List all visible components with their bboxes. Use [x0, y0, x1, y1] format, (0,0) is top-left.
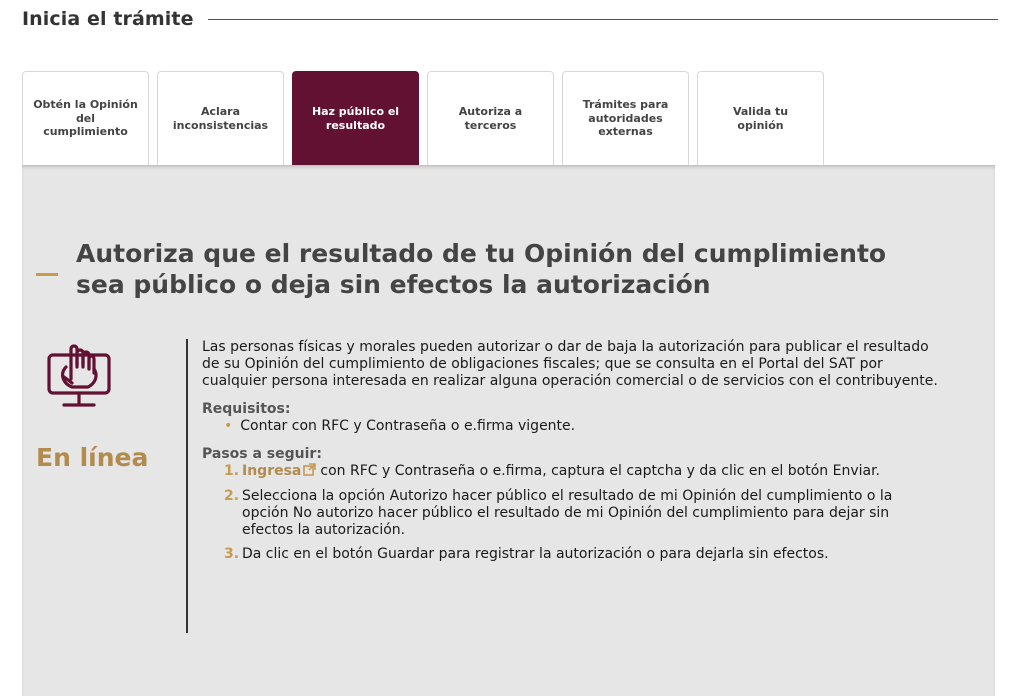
requirements-list — [202, 418, 942, 435]
step-text-body: con RFC y Contraseña o e.firma, captura el captcha y da clic en el botón Enviar. — [320, 463, 880, 480]
title-accent-bar — [36, 273, 58, 276]
intro-text: Las personas físicas y morales pueden autorizar o dar de baja la autorización para publicar el resultado de su Opinión del cumplimiento de obligaciones fiscales; que se consulta en el Portal del SAT por cualquier persona interesada en realizar alguna operación comercial o de servicios con el contribuyente. — [202, 339, 938, 390]
panel-heading — [36, 238, 936, 301]
online-hand-screen-icon — [44, 337, 114, 417]
section-header — [22, 6, 998, 32]
step-number: 2. — [224, 487, 240, 504]
tab-bar — [22, 71, 832, 165]
tab-autoriza-terceros[interactable]: Autoriza a terceros — [427, 71, 554, 165]
step-item — [224, 463, 942, 480]
section-title: Inicia el trámite — [22, 8, 194, 30]
step-text — [242, 463, 880, 480]
tab-obten-opinion[interactable]: Obtén la Opinión del cumplimiento — [22, 71, 149, 165]
procedure-content — [202, 339, 942, 570]
step-text: Selecciona la opción Autorizo hacer público el resultado de mi Opinión del cumplimiento o la opción No autorizo hacer público el resultado de mi Opinión del cumplimiento para dejar sin efectos la autorización. — [242, 487, 893, 538]
tab-panel — [22, 165, 995, 696]
ingresa-link[interactable]: Ingresa — [242, 463, 302, 480]
steps-list — [202, 463, 942, 562]
requirements-heading: Requisitos: — [202, 401, 291, 418]
steps-heading: Pasos a seguir: — [202, 446, 322, 463]
tab-aclara-inconsistencias[interactable]: Aclara inconsistencias — [157, 71, 284, 165]
panel-title: Autoriza que el resultado de tu Opinión del cumplimiento sea público o deja sin efectos la autorización — [76, 239, 887, 300]
tab-tramites-autoridades[interactable]: Trámites para autoridades externas — [562, 71, 689, 165]
step-number: 3. — [224, 545, 240, 562]
section-divider — [208, 19, 998, 20]
step-text: Da clic en el botón Guardar para registrar la autorización o para dejarla sin efectos. — [242, 545, 829, 562]
channel-label: En línea — [36, 443, 149, 472]
step-number: 1. — [224, 463, 240, 480]
step-item — [224, 546, 942, 563]
list-item: • Contar con RFC y Contraseña o e.firma vigente. — [224, 418, 942, 435]
tab-valida-opinion[interactable]: Valida tu opinión — [697, 71, 824, 165]
content-divider — [186, 339, 188, 633]
tab-haz-publico[interactable]: Haz público el resultado — [292, 71, 419, 165]
step-item — [224, 488, 942, 539]
external-link-icon[interactable] — [303, 463, 316, 476]
